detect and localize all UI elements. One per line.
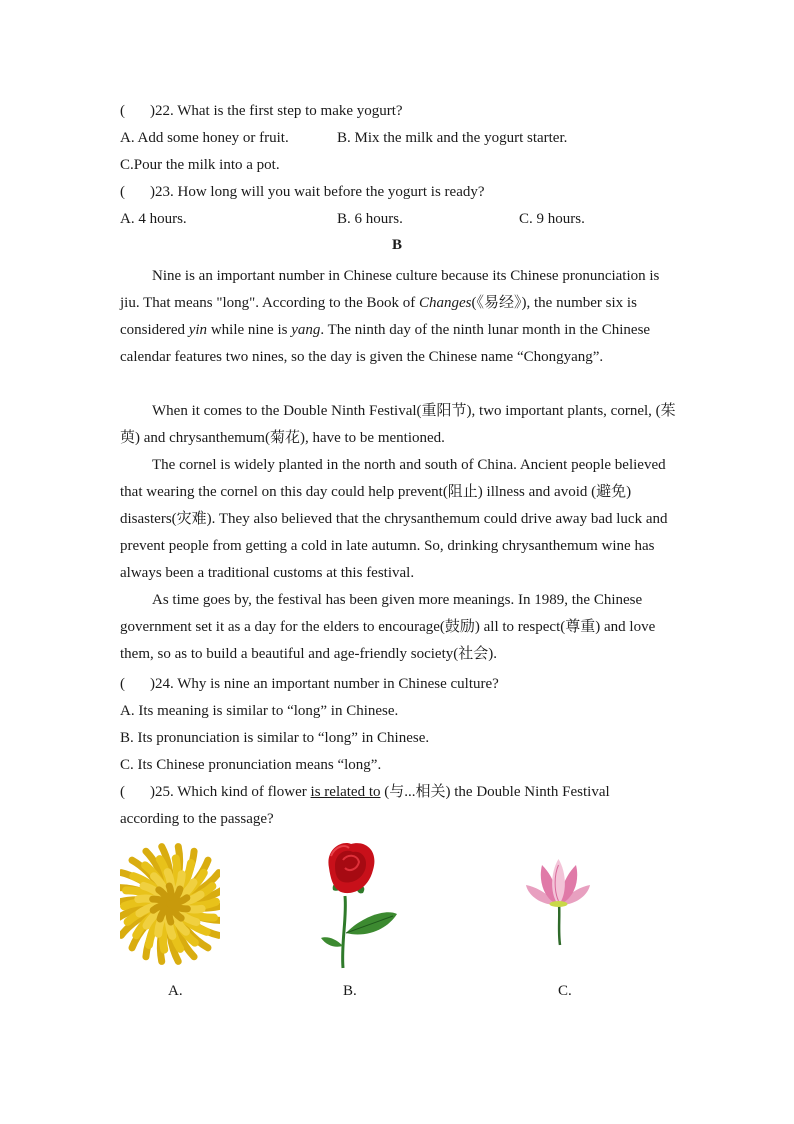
p1-text: Nine is an important number in Chinese culture because its Chinese pronunciation is jiu. That means "long". According to the Book of	[120, 268, 660, 311]
passage-paragraph-4: As time goes by, the festival has been given more meanings. In 1989, the Chinese government set it as a day for the elders to encourage(鼓励) all to respect(尊重) and love them, so as to build a beautiful and age-friendly society(社会).	[120, 592, 656, 662]
passage-paragraph-3: The cornel is widely planted in the north and south of China. Ancient people believed that wearing the cornel on this day could help prevent(阻止) illness and avoid (避免) disasters(灾难). They also believed that the chrysanthemum could drive away bad luck and prevent people from getting a cold in late autumn. So, drinking chrysanthemum wine has always been a traditional customs at this festival.	[120, 457, 668, 581]
q24-option-a: A. Its meaning is similar to “long” in Chinese.	[120, 703, 399, 719]
option-c-label: C.	[558, 983, 572, 999]
answer-blank[interactable]: (	[120, 676, 125, 692]
q23-option-a: A. 4 hours.	[120, 211, 187, 227]
answer-blank[interactable]: (	[120, 184, 125, 200]
question-text: (与...相关) the Double Ninth Festival	[380, 784, 610, 800]
question-23	[120, 182, 485, 202]
question-text: )25. Which kind of flower	[150, 784, 311, 800]
question-25	[120, 782, 610, 802]
p1-italic-yin: yin	[188, 322, 208, 338]
q22-option-a: A. Add some honey or fruit.	[120, 130, 289, 146]
question-24	[120, 674, 499, 694]
q23-option-b: B. 6 hours.	[337, 211, 403, 227]
question-text: )22. What is the first step to make yogurt?	[150, 103, 403, 119]
passage-paragraph-1	[120, 263, 680, 371]
chrysanthemum-image[interactable]	[120, 838, 220, 970]
section-heading: B	[391, 237, 402, 253]
question-22	[120, 101, 403, 121]
rose-image[interactable]	[305, 838, 400, 970]
answer-blank[interactable]: (	[120, 103, 125, 119]
q23-option-c: C. 9 hours.	[519, 211, 585, 227]
q22-option-b: B. Mix the milk and the yogurt starter.	[337, 130, 568, 146]
p1-text: while nine is	[207, 322, 292, 338]
question-text: )23. How long will you wait before the yogurt is ready?	[150, 184, 485, 200]
answer-blank[interactable]: (	[120, 784, 125, 800]
q24-option-b: B. Its pronunciation is similar to “long” in Chinese.	[120, 730, 430, 746]
q22-option-c: C.Pour the milk into a pot.	[120, 157, 280, 173]
underlined-phrase: is related to	[310, 784, 381, 800]
passage-paragraph-2: When it comes to the Double Ninth Festival(重阳节), two important plants, cornel, (茱萸) and chrysanthemum(菊花), have to be mentioned.	[120, 403, 676, 446]
option-b-label: B.	[343, 983, 357, 999]
q24-option-c: C. Its Chinese pronunciation means “long”.	[120, 757, 382, 773]
question-25-continued: according to the passage?	[120, 811, 274, 827]
p1-text: . The ninth day of the ninth lunar month in the Chinese calendar features two nines, so the day is given the Chinese name “Chongyang”.	[120, 322, 651, 365]
option-a-label: A.	[168, 983, 183, 999]
p1-text: (《易经》), the number six is considered	[120, 295, 637, 338]
question-text: )24. Why is nine an important number in Chinese culture?	[150, 676, 499, 692]
lotus-image[interactable]	[522, 855, 592, 947]
p1-italic-yang: yang	[291, 322, 321, 338]
p1-italic-changes: Changes	[419, 295, 472, 311]
